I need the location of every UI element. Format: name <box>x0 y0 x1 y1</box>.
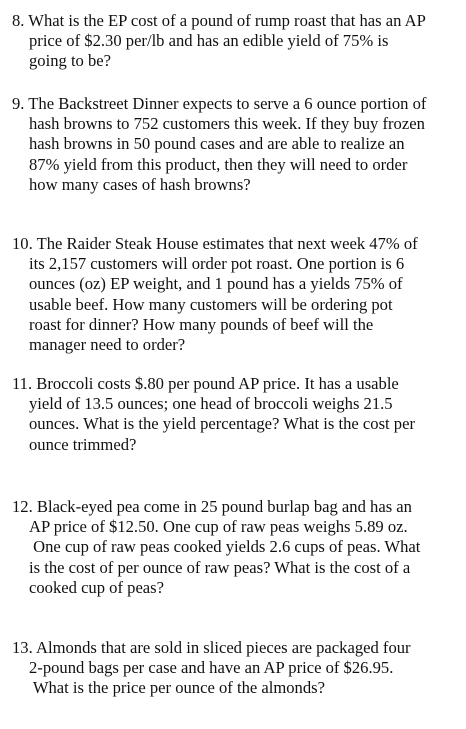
question-line: usable beef. How many customers will be ordering pot <box>29 294 393 314</box>
question-line: is the cost of per ounce of raw peas? What is the cost of a <box>29 557 411 577</box>
question-9 <box>12 94 426 195</box>
question-line: ounces. What is the yield percentage? What is the cost per <box>29 414 415 434</box>
question-10 <box>12 234 418 355</box>
question-8 <box>12 11 426 72</box>
question-line: yield of 13.5 ounces; one head of broccoli weighs 21.5 <box>29 394 393 414</box>
question-line: 13. Almonds that are sold in sliced pieces are packaged four <box>12 638 411 657</box>
question-13 <box>12 638 411 699</box>
question-line: AP price of $12.50. One cup of raw peas weighs 5.89 oz. <box>29 517 408 537</box>
question-line: 87% yield from this product, then they will need to order <box>29 154 408 174</box>
question-line: 9. The Backstreet Dinner expects to serve a 6 ounce portion of <box>12 94 427 113</box>
question-line: roast for dinner? How many pounds of beef will the <box>29 314 374 334</box>
question-line: 12. Black-eyed pea come in 25 pound burlap bag and has an <box>12 497 412 516</box>
question-line: What is the price per ounce of the almonds? <box>29 678 325 698</box>
question-line: 2-pound bags per case and have an AP price of $26.95. <box>29 658 394 678</box>
question-line: One cup of raw peas cooked yields 2.6 cups of peas. What <box>29 537 421 557</box>
question-line: 10. The Raider Steak House estimates that next week 47% of <box>12 234 418 253</box>
question-11 <box>12 374 415 455</box>
question-line: ounce trimmed? <box>29 434 137 454</box>
question-line: going to be? <box>29 51 112 71</box>
question-line: manager need to order? <box>29 335 186 355</box>
question-line: 8. What is the EP cost of a pound of rump roast that has an AP <box>12 11 426 30</box>
question-line: ounces (oz) EP weight, and 1 pound has a yields 75% of <box>29 274 403 294</box>
question-line: how many cases of hash browns? <box>29 174 251 194</box>
question-line: cooked cup of peas? <box>29 577 164 597</box>
question-line: its 2,157 customers will order pot roast. One portion is 6 <box>29 254 405 274</box>
question-line: 11. Broccoli costs $.80 per pound AP price. It has a usable <box>12 374 399 393</box>
question-line: hash browns to 752 customers this week. If they buy frozen <box>29 114 425 134</box>
question-12 <box>12 497 420 598</box>
question-line: price of $2.30 per/lb and has an edible yield of 75% is <box>29 31 389 51</box>
question-line: hash browns in 50 pound cases and are able to realize an <box>29 134 405 154</box>
